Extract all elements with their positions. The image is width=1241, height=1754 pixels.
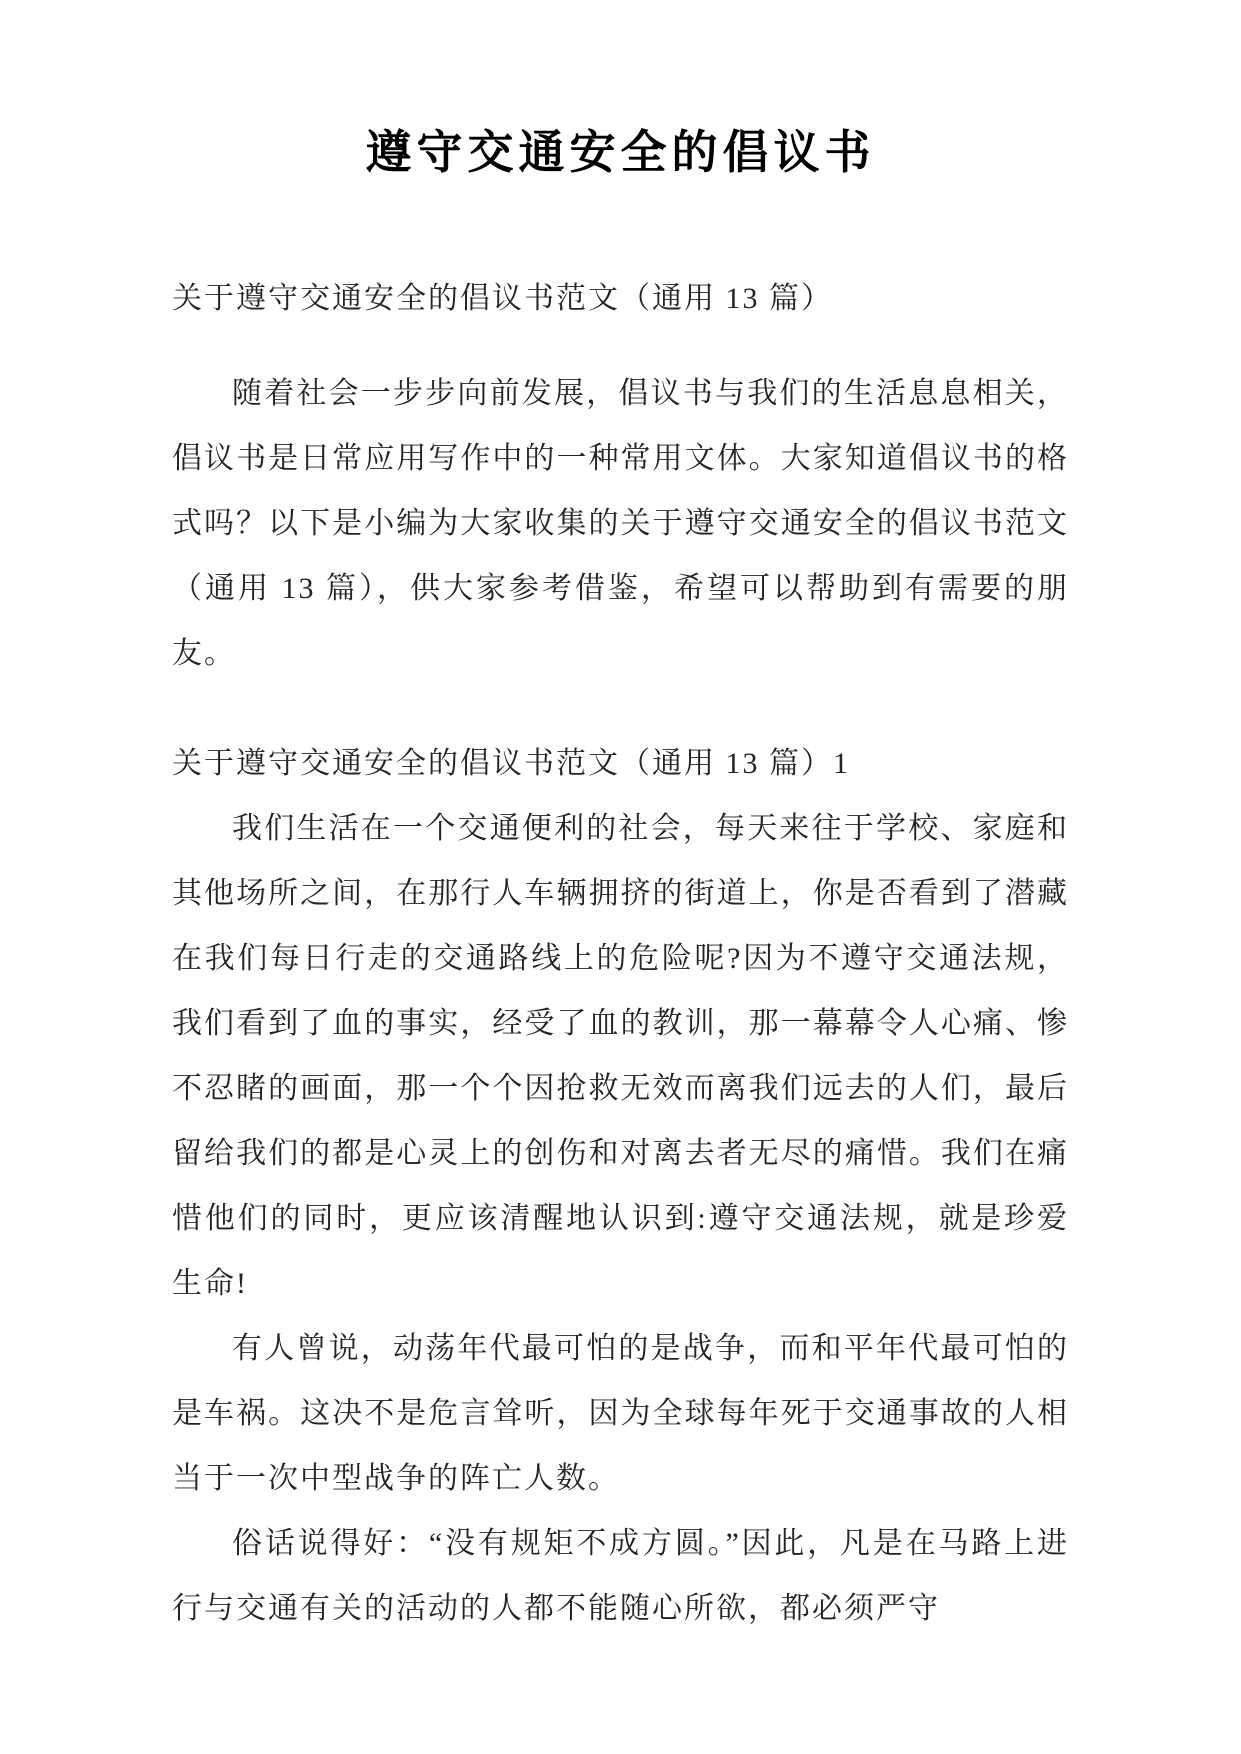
- paragraph: 我们生活在一个交通便利的社会，每天来往于学校、家庭和其他场所之间，在那行人车辆拥挤的街道上，你是否看到了潜藏在我们每日行走的交通路线上的危险呢?因为不遵守交通法规，我们看到了血的事实，经受了血的教训，那一幕幕令人心痛、惨不忍睹的画面，那一个个因抢救无效而离我们远去的人们，最后留给我们的都是心灵上的创伤和对离去者无尽的痛惜。我们在痛惜他们的同时，更应该清醒地认识到:遵守交通法规，就是珍爱生命!: [172, 812, 1069, 1300]
- intro-paragraph: 随着社会一步步向前发展，倡议书与我们的生活息息相关，倡议书是日常应用写作中的一种常用文体。大家知道倡议书的格式吗？以下是小编为大家收集的关于遵守交通安全的倡议书范文（通用 13 篇），供大家参考借鉴，希望可以帮助到有需要的朋友。: [172, 377, 1069, 670]
- paragraph: 俗话说得好：“没有规矩不成方圆。”因此，凡是在马路上进行与交通有关的活动的人都不能随心所欲，都必须严守: [172, 1527, 1069, 1625]
- paragraph: 有人曾说，动荡年代最可怕的是战争，而和平年代最可怕的是车祸。这决不是危言耸听，因为全球每年死于交通事故的人相当于一次中型战争的阵亡人数。: [172, 1332, 1069, 1495]
- document-subtitle: 关于遵守交通安全的倡议书范文（通用 13 篇）: [172, 282, 833, 315]
- document-title: 遵守交通安全的倡议书: [365, 127, 876, 178]
- document-body: [172, 266, 1069, 1641]
- section-heading: 关于遵守交通安全的倡议书范文（通用 13 篇）1: [172, 747, 850, 780]
